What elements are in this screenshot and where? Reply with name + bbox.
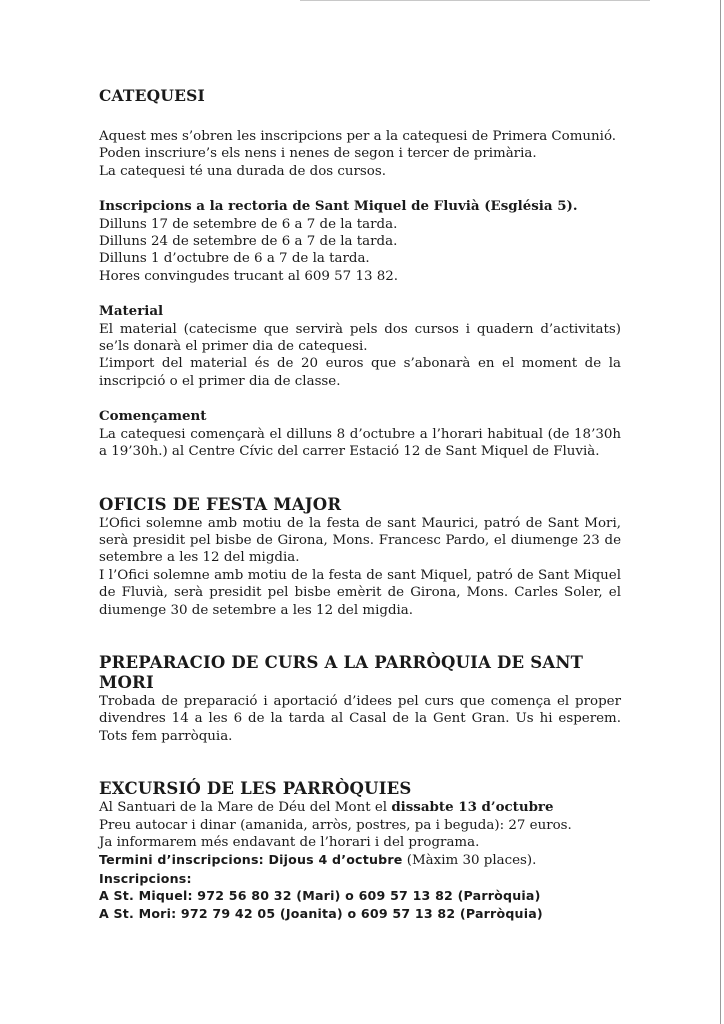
termini-rest: (Màxim 30 places).: [402, 853, 537, 869]
inscripcions-line: Dilluns 1 d’octubre de 6 a 7 de la tarda.: [99, 251, 370, 267]
comencament-heading: Començament: [99, 408, 207, 425]
contact-st-mori: A St. Mori: 972 79 42 05 (Joanita) o 609 57 13 82 (Parròquia): [99, 905, 543, 921]
preparacio-text: Trobada de preparació i aportació d’idees pel curs que comença el proper divendres 14 a les 6 de la tarda al Casal de la Gent Gran. Us hi esperem. Tots fem parròquia.: [99, 693, 621, 744]
excursio-price: Preu autocar i dinar (amanida, arròs, postres, pa i beguda): 27 euros.: [99, 817, 572, 833]
scan-border-right: [720, 0, 721, 1024]
termini-label: Termini d’inscripcions: Dijous 4 d’octubre: [99, 852, 403, 868]
excursio-line-1: [99, 799, 621, 816]
oficis-paragraph: I l’Ofici solemne amb motiu de la festa de sant Miquel, patró de Sant Miquel de Fluvià, serà presidit pel bisbe emèrit de Girona, Mons. Carles Soler, el diumenge 30 de setembre a les 12 del migdia.: [99, 567, 621, 618]
material-line: L’import del material és de 20 euros que s’abonarà en el moment de la inscripció o el primer dia de classe.: [99, 356, 621, 389]
catequesi-intro-2: Poden inscriure’s els nens i nenes de segon i tercer de primària.: [99, 146, 537, 162]
inscripcions-line: Hores convingudes trucant al 609 57 13 82.: [99, 268, 399, 284]
oficis-paragraph: L’Ofici solemne amb motiu de la festa de sant Maurici, patró de Sant Mori, serà presidit pel bisbe de Girona, Mons. Francesc Pardo, el diumenge 23 de setembre a les 12 del migdia.: [99, 515, 621, 566]
material-heading: Material: [99, 303, 164, 320]
section-title-catequesi: CATEQUESI: [99, 86, 205, 105]
catequesi-intro-3: La catequesi té una durada de dos cursos.: [99, 163, 386, 179]
contact-st-miquel: A St. Miquel: 972 56 80 32 (Mari) o 609 57 13 82 (Parròquia): [99, 888, 541, 904]
section-title-oficis: OFICIS DE FESTA MAJOR: [99, 494, 342, 514]
document-page: [99, 86, 621, 922]
section-title-excursio: EXCURSIÓ DE LES PARRÒQUIES: [99, 779, 412, 799]
section-title-preparacio: PREPARACIO DE CURS A LA PARRÒQUIA DE SANT MORI: [99, 652, 584, 692]
excursio-termini: [99, 851, 621, 869]
comencament-text: La catequesi començarà el dilluns 8 d’octubre a l’horari habitual (de 18’30h a 19’30h.) al Centre Cívic del carrer Estació 12 de Sant Miquel de Fluvià.: [99, 426, 621, 460]
excursio-date: dissabte 13 d’octubre: [391, 799, 554, 816]
scan-border-top: [300, 0, 650, 1]
inscripcions-line: Dilluns 17 de setembre de 6 a 7 de la tarda.: [99, 216, 398, 232]
inscripcions-heading: Inscripcions a la rectoria de Sant Miquel de Fluvià (Església 5).: [99, 198, 578, 215]
inscripcions-line: Dilluns 24 de setembre de 6 a 7 de la tarda.: [99, 234, 398, 250]
catequesi-intro-1: Aquest mes s’obren les inscripcions per a la catequesi de Primera Comunió.: [99, 129, 617, 144]
material-line: El material (catecisme que servirà pels dos cursos i quadern d’activitats) se’ls donarà el primer dia de catequesi.: [99, 321, 621, 355]
excursio-line-1-text: Al Santuari de la Mare de Déu del Mont el: [99, 800, 392, 816]
excursio-info: Ja informarem més endavant de l’horari i del programa.: [99, 834, 480, 850]
inscripcions-label: Inscripcions:: [99, 870, 192, 886]
